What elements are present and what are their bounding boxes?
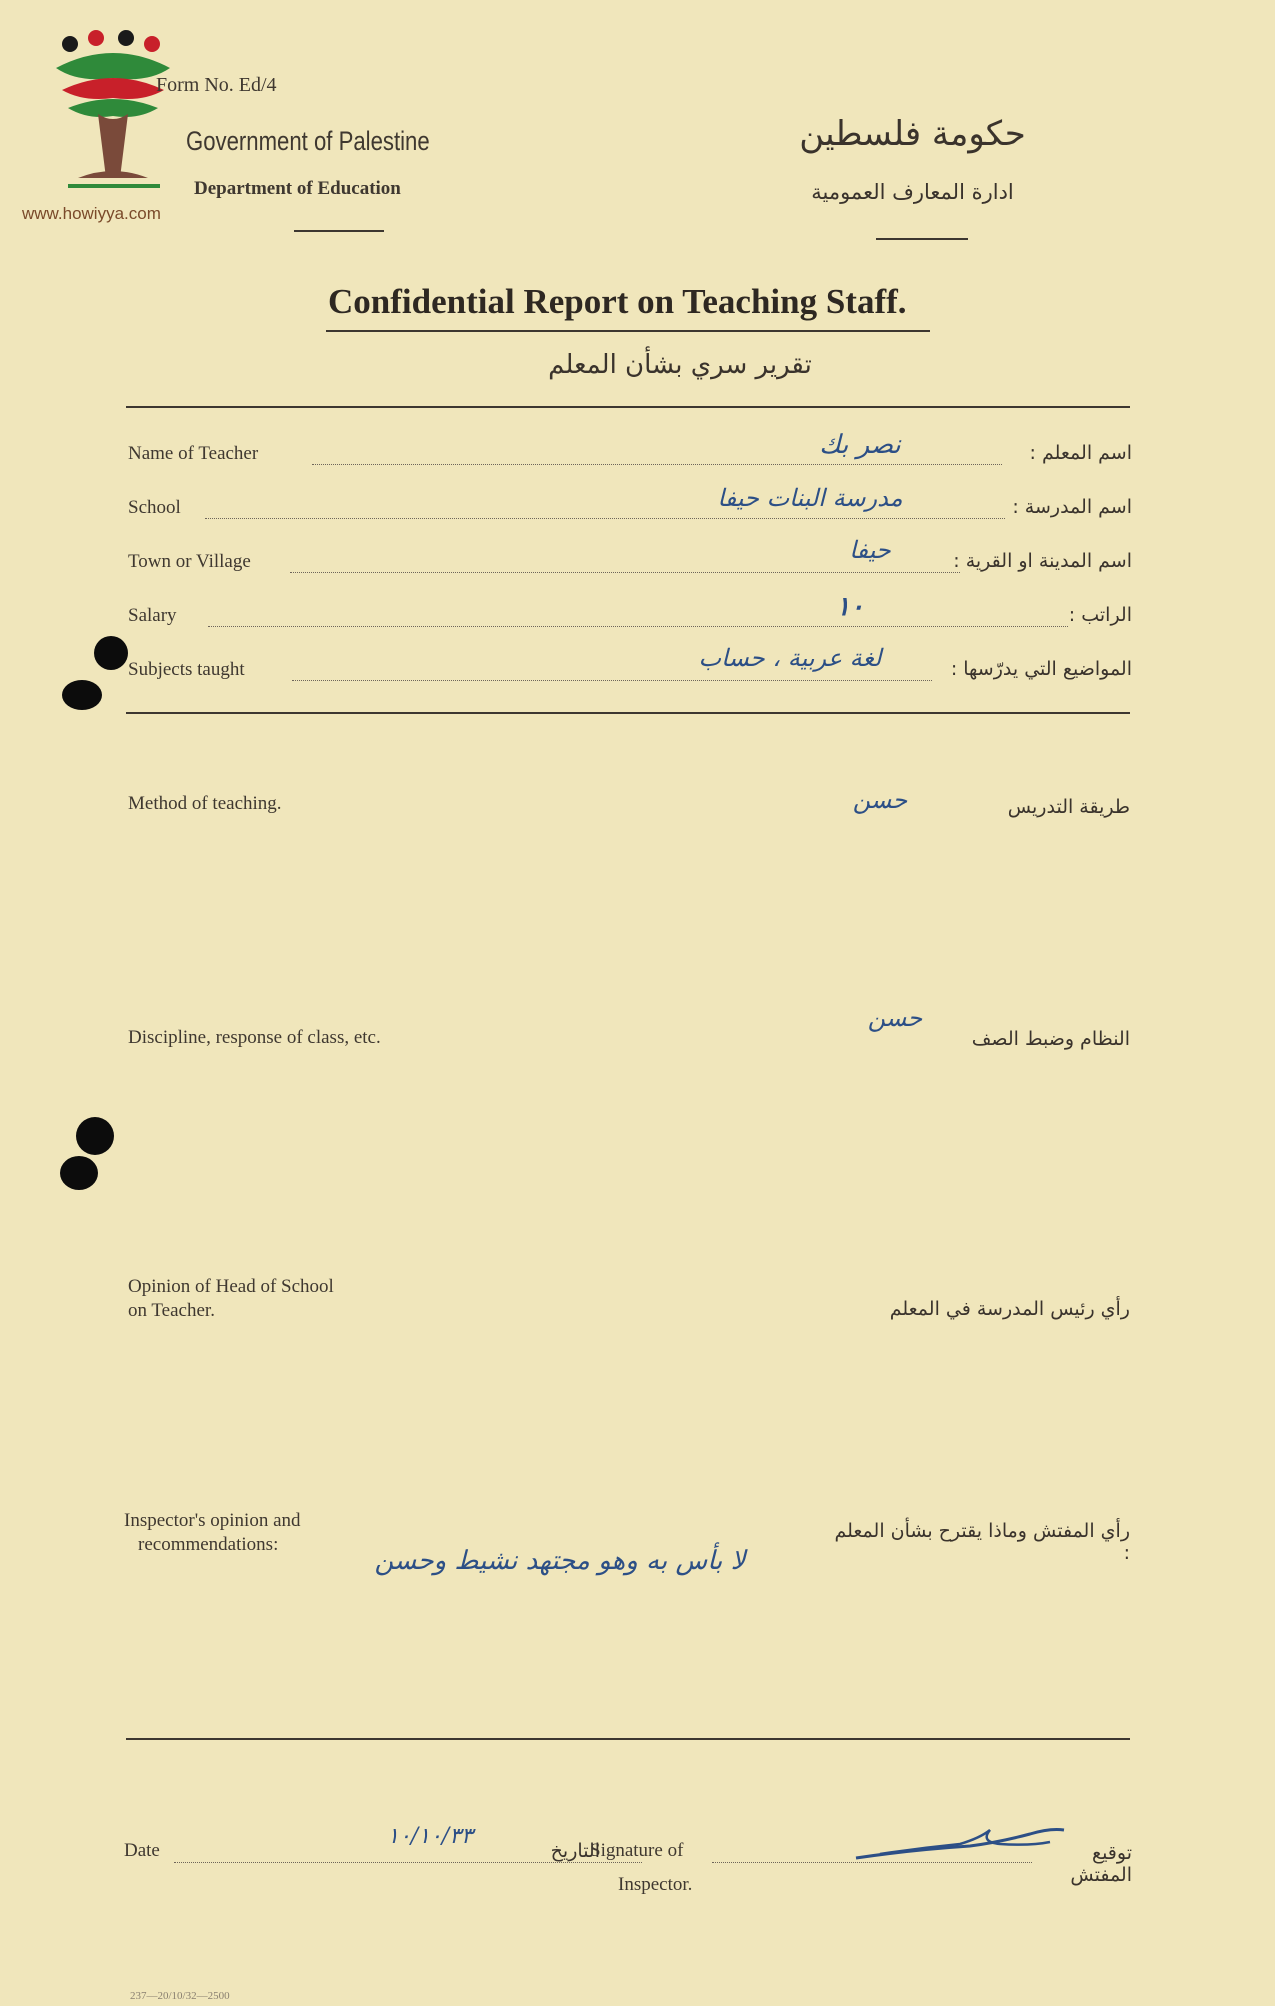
- school-value: مدرسة البنات حيفا: [717, 484, 903, 512]
- salary-label-ar: الراتب :: [1068, 604, 1132, 626]
- head-opinion-label-ar: رأي رئيس المدرسة في المعلم: [889, 1298, 1130, 1320]
- punch-hole-bottom-1: [76, 1117, 114, 1155]
- teacher-name-label: Name of Teacher: [128, 443, 259, 464]
- punch-hole-top: [94, 636, 128, 670]
- dept-title-en: Department of Education: [194, 178, 401, 199]
- signature-label-1: Signature of: [590, 1840, 684, 1861]
- method-label-ar: طريقة التدريس: [1007, 796, 1130, 818]
- teacher-name-value: نصر بك: [819, 430, 901, 460]
- inspector-opinion-label-ar: رأي المفتش وماذا يقترح بشأن المعلم :: [834, 1520, 1130, 1564]
- print-code: 237—20/10/32—2500: [130, 1990, 230, 2002]
- section-rule-fields: [126, 712, 1130, 714]
- header-rule-left: [294, 230, 384, 232]
- head-opinion-label-1: Opinion of Head of School: [128, 1276, 334, 1297]
- subjects-label: Subjects taught: [128, 659, 245, 680]
- inspector-opinion-label-2: recommendations:: [138, 1534, 279, 1555]
- subjects-label-ar: المواضيع التي يدرّسها :: [950, 658, 1132, 680]
- punch-hole-bottom-2: [60, 1156, 98, 1190]
- discipline-label-ar: النظام وضبط الصف: [971, 1028, 1130, 1050]
- date-value: ١٠/١٠/٣٣: [387, 1824, 473, 1849]
- date-line: [174, 1862, 642, 1863]
- report-title-en: Confidential Report on Teaching Staff.: [328, 282, 907, 321]
- town-label-ar: اسم المدينة او القرية :: [953, 550, 1132, 572]
- school-line: [205, 518, 1005, 519]
- discipline-value: حسن: [867, 1004, 923, 1032]
- teacher-name-label-ar: اسم المعلم :: [1029, 442, 1132, 464]
- title-underline: [326, 330, 930, 332]
- howiyya-logo-icon: [48, 28, 178, 198]
- inspector-opinion-value: لا بأس به وهو مجتهد نشيط وحسن: [374, 1546, 746, 1576]
- inspector-opinion-label-1: Inspector's opinion and: [124, 1510, 301, 1531]
- signature-label-2: Inspector.: [618, 1874, 693, 1895]
- gov-title-ar: حكومة فلسطين: [799, 114, 1026, 154]
- discipline-label: Discipline, response of class, etc.: [128, 1027, 381, 1048]
- signature-label-ar: توقيع المفتش: [1070, 1842, 1132, 1886]
- gov-title-en: Government of Palestine: [186, 126, 430, 156]
- header-rule-right: [876, 238, 968, 240]
- salary-label: Salary: [128, 605, 177, 626]
- date-label-ar: التاريخ: [550, 1840, 600, 1862]
- dept-title-ar: ادارة المعارف العمومية: [811, 180, 1014, 204]
- punch-hole-mid: [62, 680, 102, 710]
- report-title-ar: تقرير سري بشأن المعلم: [548, 350, 812, 380]
- subjects-value: لغة عربية ، حساب: [698, 644, 882, 672]
- town-label: Town or Village: [128, 551, 251, 572]
- date-label: Date: [124, 1840, 160, 1861]
- salary-value: ١٠: [836, 592, 864, 622]
- school-label-ar: اسم المدرسة :: [1012, 496, 1132, 518]
- method-label: Method of teaching.: [128, 793, 282, 814]
- watermark-url: www.howiyya.com: [22, 204, 161, 223]
- school-label: School: [128, 497, 181, 518]
- method-value: حسن: [852, 786, 908, 814]
- subjects-line: [292, 680, 932, 681]
- town-value: حيفا: [849, 536, 891, 564]
- head-opinion-label-2: on Teacher.: [128, 1300, 215, 1321]
- teacher-name-line: [312, 464, 1002, 465]
- section-rule-bottom: [126, 1738, 1130, 1740]
- salary-line: [208, 626, 1068, 627]
- section-rule-top: [126, 406, 1130, 408]
- form-number: Form No. Ed/4: [156, 74, 277, 96]
- town-line: [290, 572, 960, 573]
